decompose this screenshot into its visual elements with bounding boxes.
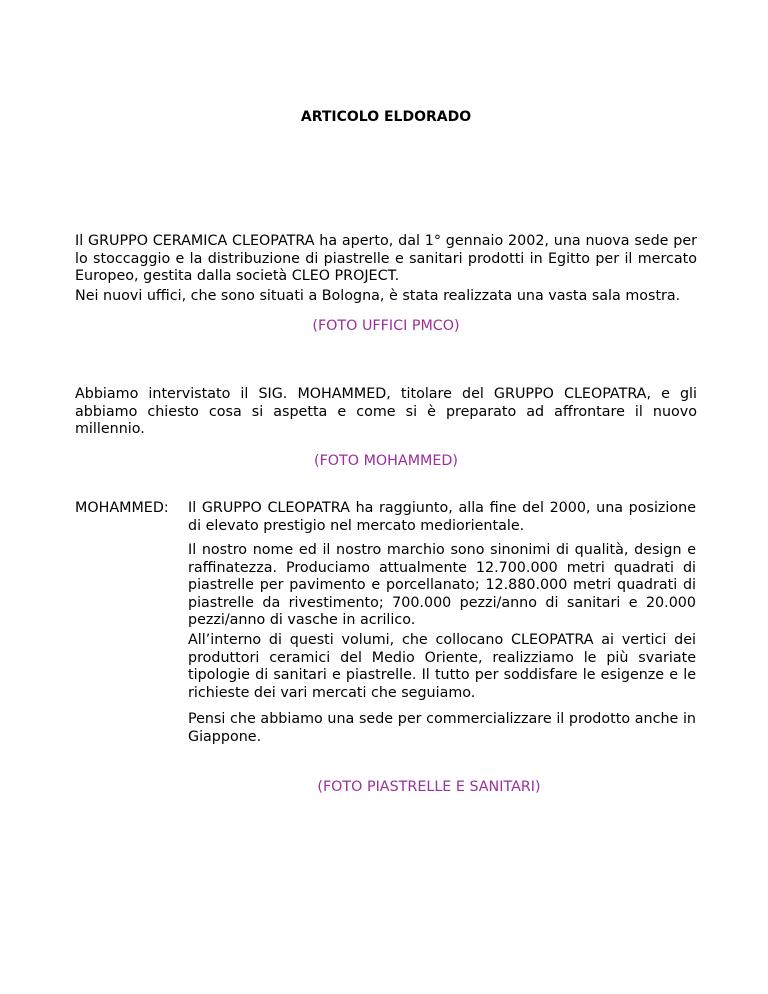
answer-paragraph-4: Pensi che abbiamo una sede per commercializzare il prodotto anche in Giappone.: [188, 711, 696, 745]
speaker-label: MOHAMMED:: [75, 500, 169, 516]
answer-paragraph-2: Il nostro nome ed il nostro marchio sono sinonimi di qualità, design e raffinatezza. Produciamo attualmente 12.700.000 metri quadrati di piastrelle per pavimento e porcellanato; 12.880.000 metri quadrati di piastrelle da rivestimento; 700.000 pezzi/anno di sanitari e 20.000 pezzi/anno di vasche in acrilico.: [188, 542, 696, 628]
document-page: [75, 0, 697, 994]
photo-caption-offices: (FOTO UFFICI PMCO): [312, 318, 460, 334]
photo-caption-products: (FOTO PIASTRELLE E SANITARI): [317, 779, 541, 795]
photo-caption-mohammed: (FOTO MOHAMMED): [314, 453, 458, 469]
intro-paragraph-2: Nei nuovi uffici, che sono situati a Bologna, è stata realizzata una vasta sala mostra.: [75, 288, 681, 304]
intro-paragraph-1: Il GRUPPO CERAMICA CLEOPATRA ha aperto, dal 1° gennaio 2002, una nuova sede per lo stoccaggio e la distribuzione di piastrelle e sanitari prodotti in Egitto per il mercato Europeo, gestita dalla società CLEO PROJECT.: [75, 233, 697, 284]
answer-paragraph-1: Il GRUPPO CLEOPATRA ha raggiunto, alla fine del 2000, una posizione di elevato prestigio nel mercato mediorientale.: [188, 500, 696, 534]
article-title: ARTICOLO ELDORADO: [300, 109, 472, 125]
answer-paragraph-3: All’interno di questi volumi, che collocano CLEOPATRA ai vertici dei produttori ceramici del Medio Oriente, realizziamo le più svariate tipologie di sanitari e piastrelle. Il tutto per soddisfare le esigenze e le richieste dei vari mercati che seguiamo.: [188, 632, 696, 701]
interview-intro-paragraph: Abbiamo intervistato il SIG. MOHAMMED, titolare del GRUPPO CLEOPATRA, e gli abbiamo chiesto cosa si aspetta e come si è preparato ad affrontare il nuovo millennio.: [75, 386, 697, 437]
